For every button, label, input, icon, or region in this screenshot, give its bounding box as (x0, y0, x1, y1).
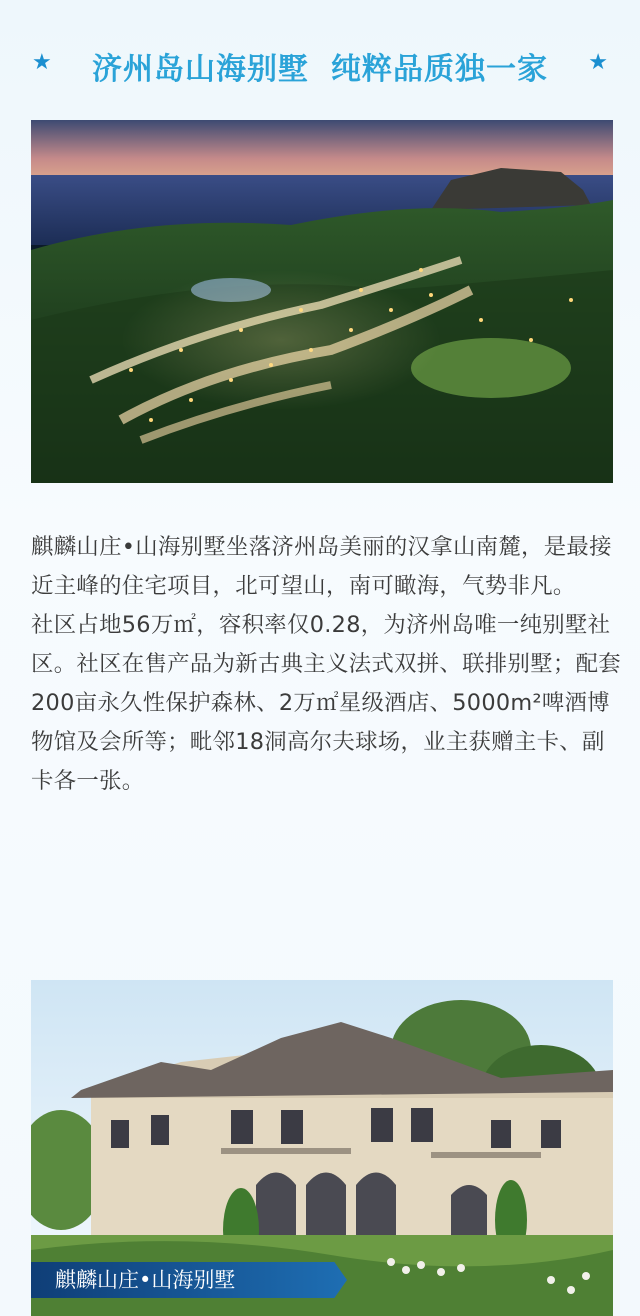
header (0, 0, 640, 120)
aerial-resort-photo (31, 120, 613, 483)
paragraph-community: 社区占地56万㎡，容积率仅0.28，为济州岛唯一纯别墅社区。社区在售产品为新古典主义法式双拼、联排别墅；配套200亩永久性保护森林、2万㎡星级酒店、5000m²啤酒博物馆及会所等；毗邻18洞高尔夫球场，业主获赠主卡、副卡各一张。 (31, 612, 621, 794)
caption-label: 麒麟山庄•山海别墅 (55, 1268, 236, 1292)
paragraph-location: 麒麟山庄•山海别墅坐落济州岛美丽的汉拿山南麓，是最接近主峰的住宅项目，北可望山，南可瞰海，气势非凡。 (31, 534, 612, 599)
title-part-2: 纯粹品质独一家 (331, 52, 548, 87)
title-part-1: 济州岛山海别墅 (92, 52, 309, 87)
star-icon: ★ (588, 50, 608, 75)
star-icon: ★ (32, 50, 52, 75)
page-title (0, 44, 640, 88)
description (31, 528, 621, 801)
